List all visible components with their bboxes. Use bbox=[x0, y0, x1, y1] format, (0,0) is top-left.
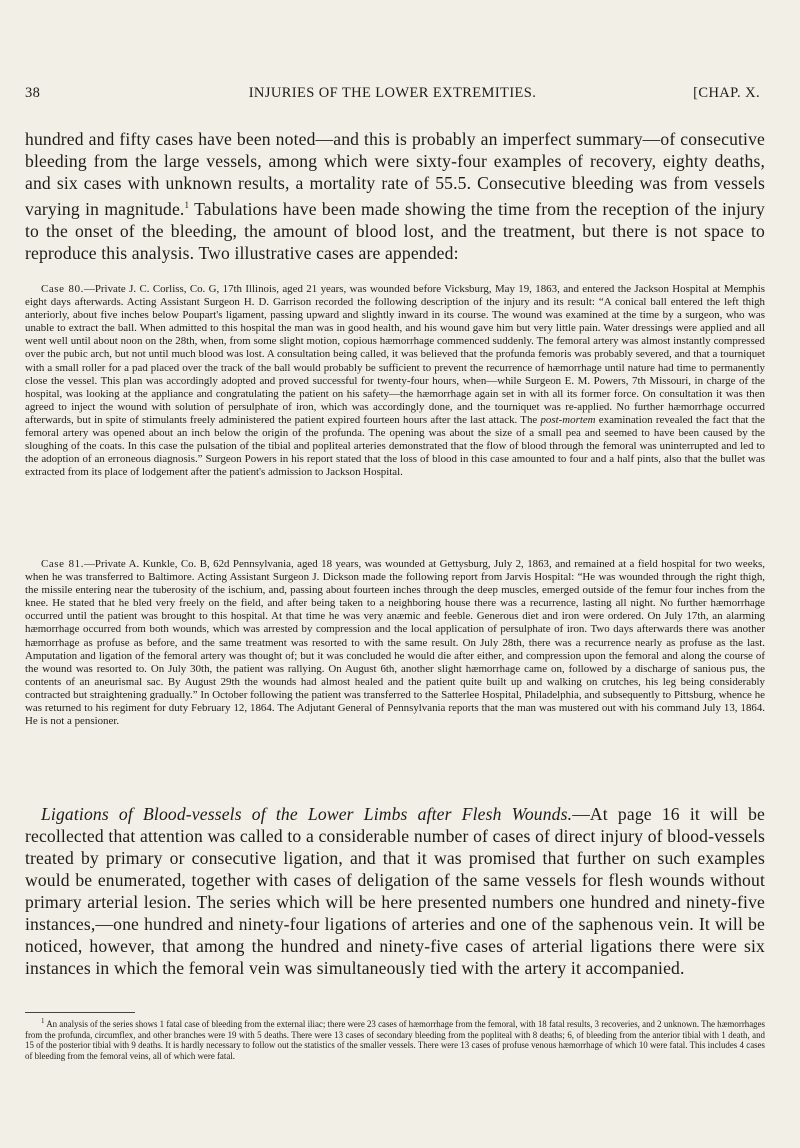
footnote-reference: 1 bbox=[184, 200, 190, 210]
footnote-marker: 1 bbox=[41, 1017, 45, 1025]
case-80-paragraph: Case 80.—Private J. C. Corliss, Co. G, 17th Illinois, aged 21 years, was wounded before Vicksburg, May 19, 1863, and entered the Jackson Hospital at Memphis eight days afterwards. Acting Assistant Surgeon H. D. Garrison recorded the following description of the injury and its result: “A conical ball entered the left thigh anteriorly, about five inches below Poupart's ligament, passing upward and slightly inward in its course. The wound was examined at the time by a surgeon, who was unable to extract the ball. When admitted to this hospital the man was in good health, and his wound gave him but very little pain. Water dressings were applied and all went well until about noon on the 28th, when, from some slight motion, copious hæmorrhage commenced suddenly. The femoral artery was almost instantly compressed over the pubic arch, but not until much blood was lost. A consultation being called, it was believed that the profunda femoris was probably severed, and that a tourniquet with a small roller for a pad placed over the track of the ball would probably be sufficient to prevent the recurrence of hæmorrhage until nature had time to permanently close the vessel. This plan was accordingly adopted and proved successful for twenty-four hours, when—while Surgeon E. M. Powers, 7th Missouri, in charge of the hospital, was looking at the appliance and congratulating the patient on his safety—the hæmorrhage again set in with all its former force. On consultation it was then agreed to inject the wound with solution of persulphate of iron, which was accordingly done, and the tourniquet was re-applied. No further hæmorrhage occurred afterwards, but in spite of stimulants freely administered the patient expired fourteen hours after the last attack. The post-mortem examination revealed the fact that the femoral artery was opened about an inch below the origin of the profunda. The opening was about the size of a small pea and seemed to have been caused by the sloughing of the coats. In this case the pulsation of the tibial and popliteal arteries demonstrated that the flow of blood through the femoral was uninterrupted and led to the adoption of an erroneous diagnosis.” Surgeon Powers in his report stated that the loss of blood in this case amounted to four and a half pints, also that the bullet was extracted from its place of lodgement after the patient's admission to Jackson Hospital. bbox=[25, 283, 765, 479]
case-81-paragraph: Case 81.—Private A. Kunkle, Co. B, 62d Pennsylvania, aged 18 years, was wounded at Gettysburg, July 2, 1863, and remained at a field hospital for two weeks, when he was transferred to Baltimore. Acting Assistant Surgeon J. Dickson made the following report from Jarvis Hospital: “He was wounded through the right thigh, the missile entering near the tuberosity of the ischium, and, passing about fourteen inches through the deep muscles, emerged outside of the femur four inches from the knee. He stated that he bled very freely on the field, and after being taken to a neighboring house there was a recurrence, lasting all night. No further hæmorrhage occurred until the patient was brought to this hospital. At that time he was very anæmic and feeble. Generous diet and iron were ordered. On July 17th, an alarming hæmorrhage occurred from both wounds, which was arrested by compression and the local application of persulphate of iron. Two days afterwards there was another hæmorrhage as profuse as before, and the same treatment was resorted to with the same result. On July 28th, there was a recurrence nearly as profuse as the last. Amputation and ligation of the femoral artery was thought of; but it was concluded he would die after either, and compression upon the femoral and along the course of the wound was resorted to. On July 30th, the patient was rallying. On August 6th, another slight hæmorrhage came on, followed by a discharge of sanious pus, the contents of an aneurismal sac. By August 29th the wounds had almost healed and the patient quite built up and walking on crutches, his leg being considerably contracted but straightening gradually.” In October following the patient was transferred to the Satterlee Hospital, Philadelphia, and subsequently to Pittsburg, whence he was returned to his regiment for duty February 12, 1864. The Adjutant General of Pennsylvania reports that the man was mustered out with his command July 13, 1864. He is not a pensioner. bbox=[25, 558, 765, 728]
ligations-paragraph: Ligations of Blood-vessels of the Lower Limbs after Flesh Wounds.—At page 16 it will be recollected that attention was called to a considerable number of cases of direct injury of blood-vessels treated by primary or consecutive ligation, and that it was promised that further on such examples would be enumerated, together with cases of deligation of the same vessels for flesh wounds without primary arterial lesion. The series which will be here presented numbers one hundred and ninety-five instances,—one hundred and ninety-four ligations of arteries and one of the saphenous vein. It will be noticed, however, that among the hundred and ninety-five cases of arterial ligations there were six instances in which the femoral vein was simultaneously tied with the artery it accompanied. bbox=[25, 804, 765, 978]
chapter-label: [CHAP. X. bbox=[693, 85, 760, 101]
page-number: 38 bbox=[25, 85, 41, 101]
intro-paragraph: hundred and fifty cases have been noted—and this is probably an imperfect summary—of consecutive bleeding from the large vessels, among which were sixty-four examples of recovery, eighty deaths, and six cases with unknown results, a mortality rate of 55.5. Consecutive bleeding was from vessels varying in magnitude.$^1$ Tabulations have been made showing the time from the reception of the injury to the onset of the bleeding, the amount of blood lost, and the treatment, but there is not space to reproduce this analysis. Two illustrative cases are appended: bbox=[25, 129, 765, 263]
page-header bbox=[25, 85, 760, 107]
running-title: INJURIES OF THE LOWER EXTREMITIES. bbox=[248, 85, 537, 101]
case-81-label: Case 81. bbox=[41, 558, 85, 570]
footnote: $^1$ An analysis of the series shows 1 fatal case of bleeding from the external iliac; there were 23 cases of hæmorrhage from the femoral, with 18 fatal results, 3 recoveries, and 2 unknown. The hæmorrhages from the profunda, circumflex, and other branches were 19 with 5 deaths. There were 13 cases of secondary bleeding from the popliteal with 8 deaths; 6, of bleeding from the anterior tibial with 1 death, and 15 of the posterior tibial with 9 deaths. It is hardly necessary to follow out the statistics of the smaller vessels. There were 13 cases of profuse venous hæmorrhage of which 10 were fatal. This includes 4 cases of bleeding from the femoral veins, all of which were fatal. bbox=[25, 1017, 765, 1062]
section-heading: Ligations of Blood-vessels of the Lower Limbs after Flesh Wounds. bbox=[41, 804, 573, 824]
footnote-rule bbox=[25, 1012, 135, 1013]
case-80-label: Case 80. bbox=[41, 283, 84, 295]
